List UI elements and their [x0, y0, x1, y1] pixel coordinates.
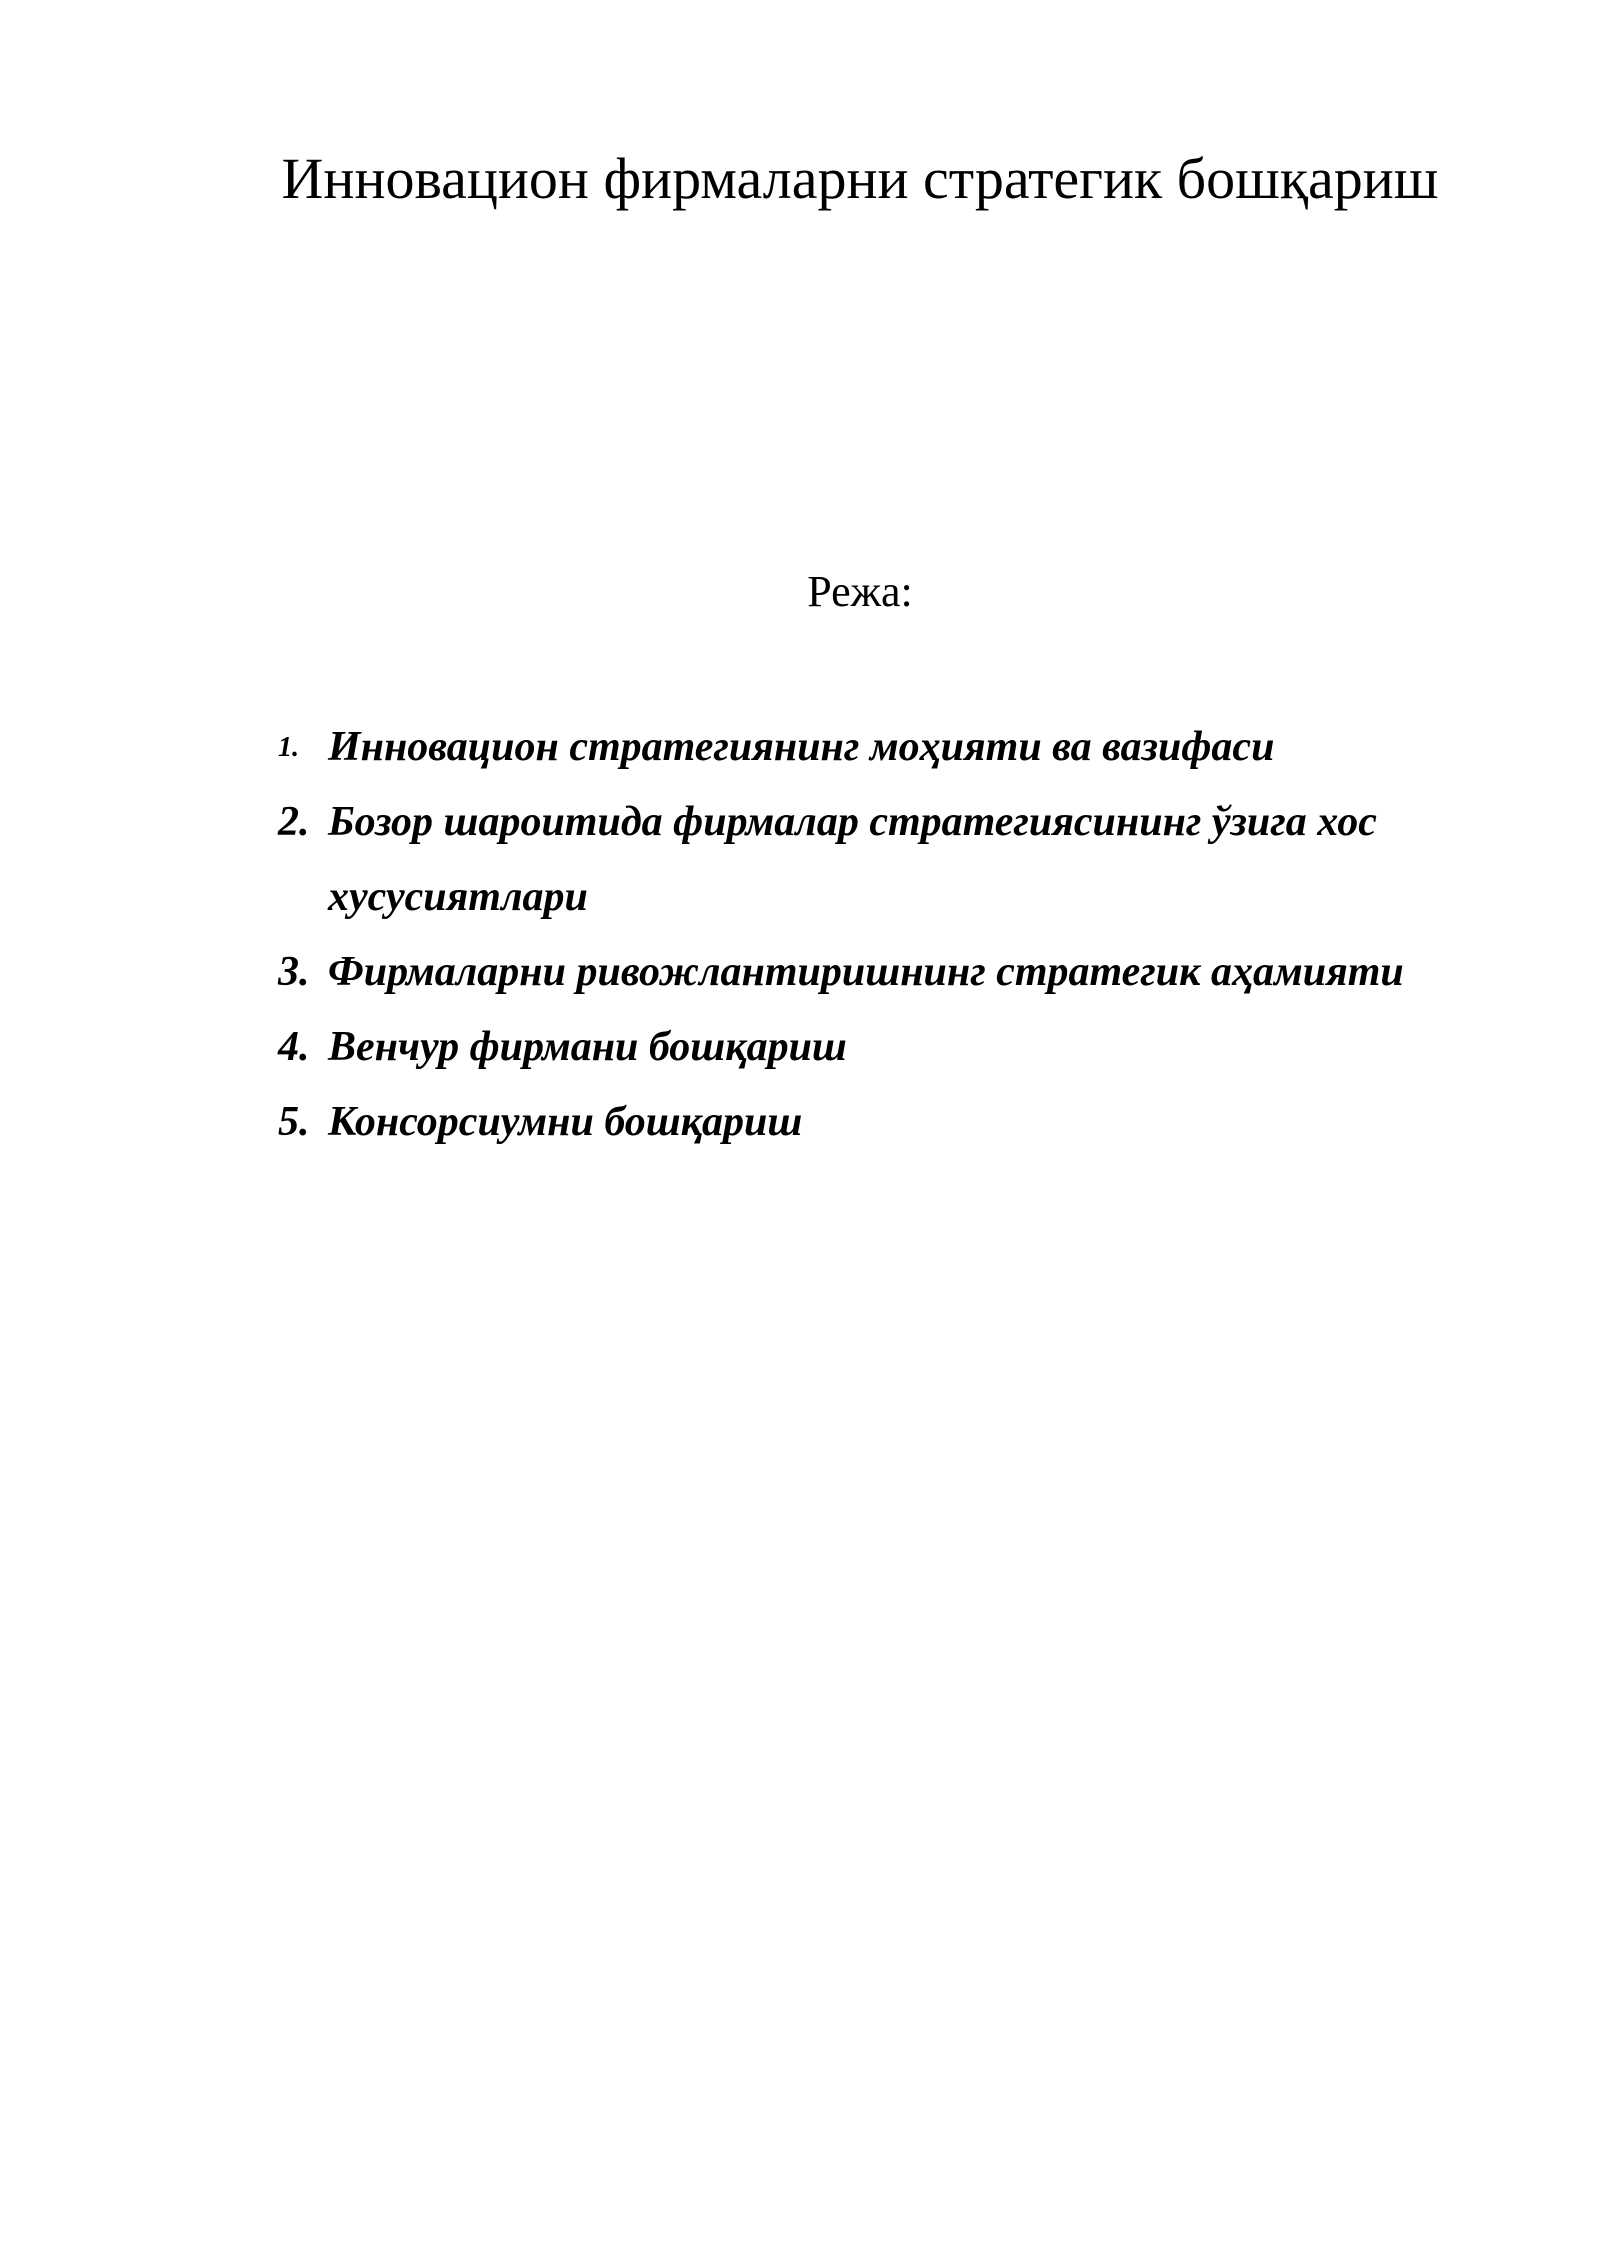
plan-item-text: Венчур фирмани бошқариш: [328, 1024, 847, 1070]
plan-item-text: Консорсиумни бошқариш: [328, 1099, 803, 1145]
plan-item-number: 2.: [278, 799, 310, 845]
plan-item-4: [278, 1010, 1458, 1085]
document-title: Инновацион фирмаларни стратегик бошқариш: [281, 146, 1439, 211]
plan-item-number: 1.: [278, 732, 299, 763]
plan-item-text: Бозор шароитида фирмалар стратегиясининг ўзига хос хусусиятлари: [328, 799, 1377, 920]
plan-item-number: 5.: [278, 1099, 310, 1145]
plan-item-number: 4.: [278, 1024, 310, 1070]
plan-item-3: [278, 935, 1458, 1010]
plan-item-text: Фирмаларни ривожлантиришнинг стратегик аҳамияти: [328, 949, 1404, 995]
plan-item-1: [278, 710, 1458, 785]
plan-item-text: Инновацион стратегиянинг моҳияти ва вазифаси: [328, 724, 1275, 770]
plan-item-5: [278, 1085, 1458, 1160]
plan-item-number: 3.: [278, 949, 310, 995]
plan-list: [278, 710, 1458, 1160]
plan-heading: Режа:: [807, 567, 913, 616]
plan-item-2: [278, 785, 1458, 935]
